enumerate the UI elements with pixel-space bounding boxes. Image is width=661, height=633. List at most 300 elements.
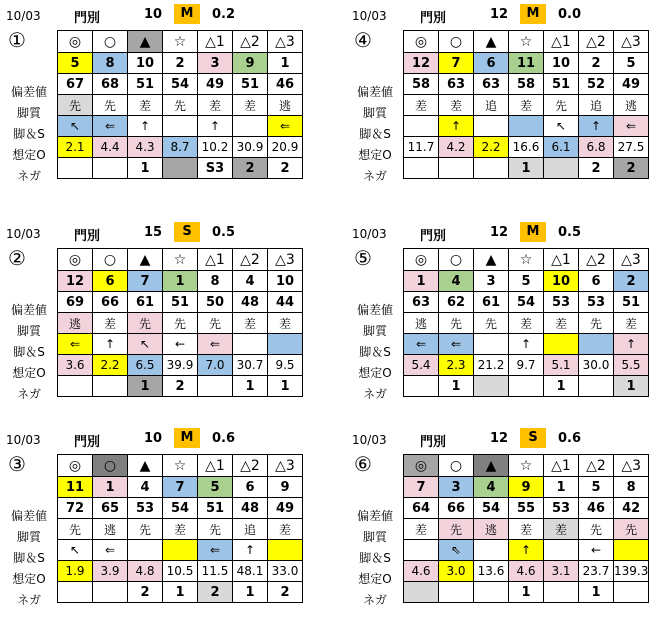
cell: 5	[614, 53, 649, 74]
cell	[404, 116, 439, 137]
prediction-table	[57, 454, 303, 603]
cell: 6.5	[128, 355, 163, 376]
cell	[544, 582, 579, 603]
cell: 6.1	[544, 137, 579, 158]
cell: 51	[233, 74, 268, 95]
cell: 1	[128, 158, 163, 179]
race-number: ⑥	[354, 452, 372, 476]
cell: 2.2	[93, 355, 128, 376]
leg-speed-row	[58, 540, 303, 561]
cell	[163, 158, 198, 179]
cell: 61	[128, 292, 163, 313]
cell: 9	[233, 53, 268, 74]
grade-badge: M	[520, 4, 546, 24]
grade-badge: M	[520, 222, 546, 242]
cell: 3.6	[58, 355, 93, 376]
cell: 1	[233, 582, 268, 603]
cell: 差	[128, 95, 163, 116]
deviation-row	[404, 292, 649, 313]
cell: 6.8	[579, 137, 614, 158]
cell: 8.7	[163, 137, 198, 158]
cell: ↖	[128, 334, 163, 355]
cell: 逃	[268, 95, 303, 116]
cell: ▲	[474, 31, 509, 53]
cell: 2	[579, 158, 614, 179]
horse-number-row	[58, 53, 303, 74]
cell: 27.5	[614, 137, 649, 158]
row-label: 偏差値	[10, 303, 47, 317]
cell: 逃	[614, 95, 649, 116]
cell: △3	[268, 249, 303, 271]
cell: 先	[128, 313, 163, 334]
race-panel-2	[350, 4, 650, 209]
cell: ☆	[509, 31, 544, 53]
cell: 9	[268, 477, 303, 498]
cell: 2	[268, 582, 303, 603]
running-style-row	[404, 519, 649, 540]
cell: 1	[439, 376, 474, 397]
cell	[93, 376, 128, 397]
cell: 先	[198, 519, 233, 540]
cell: 21.2	[474, 355, 509, 376]
cell: ↑	[198, 116, 233, 137]
cell: ▲	[474, 455, 509, 477]
cell: 1	[128, 376, 163, 397]
cell	[509, 116, 544, 137]
cell: △3	[614, 455, 649, 477]
cell: 10	[268, 271, 303, 292]
cell: 4.6	[509, 561, 544, 582]
row-labels	[350, 300, 400, 405]
cell: 先	[439, 313, 474, 334]
cell: ◎	[404, 31, 439, 53]
row-label: ネガ	[362, 387, 387, 401]
cell: 10	[544, 53, 579, 74]
deviation-row	[404, 498, 649, 519]
cell: 11.5	[198, 561, 233, 582]
cell	[544, 540, 579, 561]
cell: ☆	[509, 455, 544, 477]
cell: 差	[404, 519, 439, 540]
cell: 6	[93, 271, 128, 292]
cell: ▲	[128, 31, 163, 53]
cell: ⇖	[439, 540, 474, 561]
cell: 追	[579, 95, 614, 116]
cell	[474, 582, 509, 603]
race-header	[350, 428, 650, 450]
cell: △1	[198, 249, 233, 271]
horse-number-row	[404, 271, 649, 292]
cell: △2	[233, 455, 268, 477]
row-label: 想定O	[12, 366, 46, 380]
expected-odds-row	[404, 355, 649, 376]
prediction-table	[403, 454, 649, 603]
cell: 20.9	[268, 137, 303, 158]
cell: 3	[474, 271, 509, 292]
venue-name: 門別	[420, 435, 447, 450]
cell: 差	[198, 95, 233, 116]
cell: 逃	[474, 519, 509, 540]
row-label: ネガ	[362, 169, 387, 183]
cell: 8	[198, 271, 233, 292]
cell: ◎	[404, 249, 439, 271]
cell: 1	[614, 376, 649, 397]
cell: 1	[509, 582, 544, 603]
field-size: 10	[144, 431, 163, 446]
cell: 30.7	[233, 355, 268, 376]
cell: ⇐	[58, 334, 93, 355]
cell: ↑	[614, 334, 649, 355]
cell: 5	[579, 477, 614, 498]
cell	[233, 334, 268, 355]
race-number: ①	[8, 28, 26, 52]
cell: 49	[614, 74, 649, 95]
cell: 差	[93, 313, 128, 334]
cell: ↖	[58, 116, 93, 137]
row-label: 脚＆S	[359, 345, 391, 359]
cell: 48	[233, 498, 268, 519]
venue-name: 門別	[74, 435, 101, 450]
cell: 2	[268, 158, 303, 179]
cell: 1	[93, 477, 128, 498]
cell	[268, 334, 303, 355]
leg-speed-row	[58, 334, 303, 355]
leg-speed-row	[58, 116, 303, 137]
cell: ☆	[509, 249, 544, 271]
row-label: 偏差値	[356, 85, 393, 99]
mark-row	[58, 31, 303, 53]
cell: 差	[509, 519, 544, 540]
grade-badge: S	[174, 222, 200, 242]
cell: ○	[439, 31, 474, 53]
race-date: 10/03	[352, 227, 387, 241]
cell: 4.2	[439, 137, 474, 158]
negative-row	[404, 582, 649, 603]
cell: 39.9	[163, 355, 198, 376]
field-size: 10	[144, 7, 163, 22]
cell: 1	[163, 582, 198, 603]
row-label: 想定O	[12, 148, 46, 162]
cell: 4.3	[128, 137, 163, 158]
race-header	[4, 428, 304, 450]
leg-speed-row	[404, 540, 649, 561]
cell: 1	[544, 477, 579, 498]
row-label: 偏差値	[10, 509, 47, 523]
cell: 11	[58, 477, 93, 498]
cell: 69	[58, 292, 93, 313]
cell: ↑	[128, 116, 163, 137]
cell: 63	[404, 292, 439, 313]
race-index-value: 0.6	[558, 431, 582, 446]
cell: 42	[614, 498, 649, 519]
cell: ⇐	[93, 116, 128, 137]
cell: 先	[163, 313, 198, 334]
venue-name: 門別	[74, 11, 101, 26]
cell: ↑	[93, 334, 128, 355]
cell: 53	[579, 292, 614, 313]
row-label: 脚＆S	[359, 127, 391, 141]
cell: 差	[404, 95, 439, 116]
cell	[233, 116, 268, 137]
cell: 先	[614, 519, 649, 540]
cell: 53	[544, 292, 579, 313]
row-label: ネガ	[362, 593, 387, 607]
cell: 3	[198, 53, 233, 74]
cell: 7	[163, 477, 198, 498]
cell: 62	[439, 292, 474, 313]
cell: 逃	[93, 519, 128, 540]
cell: 10.2	[198, 137, 233, 158]
grade-badge: M	[174, 428, 200, 448]
mark-row	[404, 455, 649, 477]
cell	[544, 334, 579, 355]
cell: ○	[93, 249, 128, 271]
row-labels	[350, 506, 400, 611]
row-label: ネガ	[16, 169, 41, 183]
cell: ⇐	[198, 334, 233, 355]
race-panel-1	[4, 4, 304, 209]
cell	[128, 540, 163, 561]
cell: 2	[163, 376, 198, 397]
cell: 54	[474, 498, 509, 519]
race-index-value: 0.6	[212, 431, 236, 446]
cell: △2	[233, 249, 268, 271]
cell: △2	[233, 31, 268, 53]
cell	[474, 158, 509, 179]
mark-row	[404, 31, 649, 53]
cell	[404, 376, 439, 397]
cell: 55	[509, 498, 544, 519]
cell	[439, 158, 474, 179]
cell: 先	[544, 95, 579, 116]
prediction-table	[57, 30, 303, 179]
cell: 63	[474, 74, 509, 95]
cell: △3	[614, 31, 649, 53]
cell: 5	[509, 271, 544, 292]
row-label: 脚＆S	[13, 551, 45, 565]
cell: 差	[509, 95, 544, 116]
cell: 4	[128, 477, 163, 498]
cell: 10	[544, 271, 579, 292]
row-label: 想定O	[358, 148, 392, 162]
expected-odds-row	[404, 561, 649, 582]
cell: 先	[58, 519, 93, 540]
cell: ☆	[163, 31, 198, 53]
cell: 2.1	[58, 137, 93, 158]
cell: 2.2	[474, 137, 509, 158]
cell: 逃	[58, 313, 93, 334]
cell: 3.0	[439, 561, 474, 582]
race-date: 10/03	[352, 433, 387, 447]
cell: 46	[268, 74, 303, 95]
row-label: ネガ	[16, 593, 41, 607]
cell: 4.4	[93, 137, 128, 158]
cell: 差	[439, 95, 474, 116]
deviation-row	[58, 498, 303, 519]
cell: 8	[93, 53, 128, 74]
row-labels	[350, 82, 400, 187]
race-date: 10/03	[352, 9, 387, 23]
cell: ⇐	[614, 116, 649, 137]
cell: 12	[404, 53, 439, 74]
cell: ↑	[439, 116, 474, 137]
cell: 68	[93, 74, 128, 95]
cell: 1	[579, 582, 614, 603]
field-size: 12	[490, 7, 509, 22]
cell: 1	[404, 271, 439, 292]
race-index-value: 0.5	[212, 225, 236, 240]
venue-name: 門別	[420, 229, 447, 244]
row-label: 偏差値	[356, 303, 393, 317]
cell: △1	[544, 455, 579, 477]
cell: ↑	[233, 540, 268, 561]
cell: 30.0	[579, 355, 614, 376]
cell: 48.1	[233, 561, 268, 582]
cell	[579, 376, 614, 397]
cell: △2	[579, 31, 614, 53]
race-panel-6	[350, 428, 650, 633]
cell: 6	[474, 53, 509, 74]
deviation-row	[58, 74, 303, 95]
cell: 8	[614, 477, 649, 498]
cell: 逃	[404, 313, 439, 334]
running-style-row	[404, 95, 649, 116]
cell: 44	[268, 292, 303, 313]
cell: 67	[58, 74, 93, 95]
cell: 10.5	[163, 561, 198, 582]
cell: 3	[439, 477, 474, 498]
race-header	[350, 4, 650, 26]
cell: 3.1	[544, 561, 579, 582]
cell: 3.9	[93, 561, 128, 582]
mark-row	[404, 249, 649, 271]
cell: ▲	[474, 249, 509, 271]
row-label: 脚＆S	[13, 345, 45, 359]
cell: ↖	[58, 540, 93, 561]
cell: 66	[93, 292, 128, 313]
running-style-row	[404, 313, 649, 334]
prediction-table	[403, 248, 649, 397]
race-number: ②	[8, 246, 26, 270]
prediction-table	[57, 248, 303, 397]
cell: 先	[579, 313, 614, 334]
cell: ▲	[128, 455, 163, 477]
cell: 7	[439, 53, 474, 74]
leg-speed-row	[404, 334, 649, 355]
cell	[544, 158, 579, 179]
cell: 11.7	[404, 137, 439, 158]
cell: 9.7	[509, 355, 544, 376]
cell: 64	[404, 498, 439, 519]
cell: 7.0	[198, 355, 233, 376]
race-header	[4, 222, 304, 244]
cell: △1	[198, 31, 233, 53]
cell: ☆	[163, 455, 198, 477]
cell	[58, 158, 93, 179]
cell	[404, 582, 439, 603]
row-label: 想定O	[358, 572, 392, 586]
cell	[93, 582, 128, 603]
row-label: 脚質	[362, 106, 387, 120]
cell: 差	[544, 313, 579, 334]
row-label: 脚質	[362, 324, 387, 338]
cell: 1	[268, 376, 303, 397]
row-label: 脚質	[362, 530, 387, 544]
cell	[614, 582, 649, 603]
cell: 61	[474, 292, 509, 313]
cell: 1	[163, 271, 198, 292]
cell: 1	[544, 376, 579, 397]
cell	[404, 158, 439, 179]
cell: 48	[233, 292, 268, 313]
mark-row	[58, 249, 303, 271]
row-labels	[4, 506, 54, 611]
cell: 11	[509, 53, 544, 74]
negative-row	[404, 376, 649, 397]
cell: ⇐	[439, 334, 474, 355]
cell: ○	[93, 455, 128, 477]
cell: ←	[163, 334, 198, 355]
cell: 30.9	[233, 137, 268, 158]
race-panel-4	[350, 222, 650, 427]
running-style-row	[58, 519, 303, 540]
cell: 2	[128, 582, 163, 603]
cell	[58, 582, 93, 603]
expected-odds-row	[404, 137, 649, 158]
negative-row	[58, 158, 303, 179]
cell: 4	[439, 271, 474, 292]
cell	[163, 540, 198, 561]
venue-name: 門別	[420, 11, 447, 26]
race-index-value: 0.0	[558, 7, 582, 22]
cell: 7	[404, 477, 439, 498]
cell: △1	[544, 31, 579, 53]
horse-number-row	[58, 477, 303, 498]
leg-speed-row	[404, 116, 649, 137]
cell: 7	[128, 271, 163, 292]
row-label: 脚質	[16, 106, 41, 120]
cell: 51	[614, 292, 649, 313]
race-header	[4, 4, 304, 26]
negative-row	[58, 376, 303, 397]
cell: 先	[93, 95, 128, 116]
cell: 10	[128, 53, 163, 74]
cell: ⇐	[404, 334, 439, 355]
cell: 1	[233, 376, 268, 397]
cell: 6	[233, 477, 268, 498]
cell: 2	[198, 582, 233, 603]
cell	[474, 334, 509, 355]
cell	[163, 116, 198, 137]
race-number: ⑤	[354, 246, 372, 270]
cell: S3	[198, 158, 233, 179]
cell: 58	[509, 74, 544, 95]
prediction-table	[403, 30, 649, 179]
cell: 先	[198, 313, 233, 334]
cell: 差	[233, 313, 268, 334]
cell: ◎	[58, 455, 93, 477]
cell: 66	[439, 498, 474, 519]
cell: △3	[614, 249, 649, 271]
expected-odds-row	[58, 355, 303, 376]
venue-name: 門別	[74, 229, 101, 244]
cell: ○	[93, 31, 128, 53]
cell: 先	[58, 95, 93, 116]
cell: 53	[544, 498, 579, 519]
cell: 72	[58, 498, 93, 519]
cell: 51	[198, 498, 233, 519]
cell: 追	[233, 519, 268, 540]
